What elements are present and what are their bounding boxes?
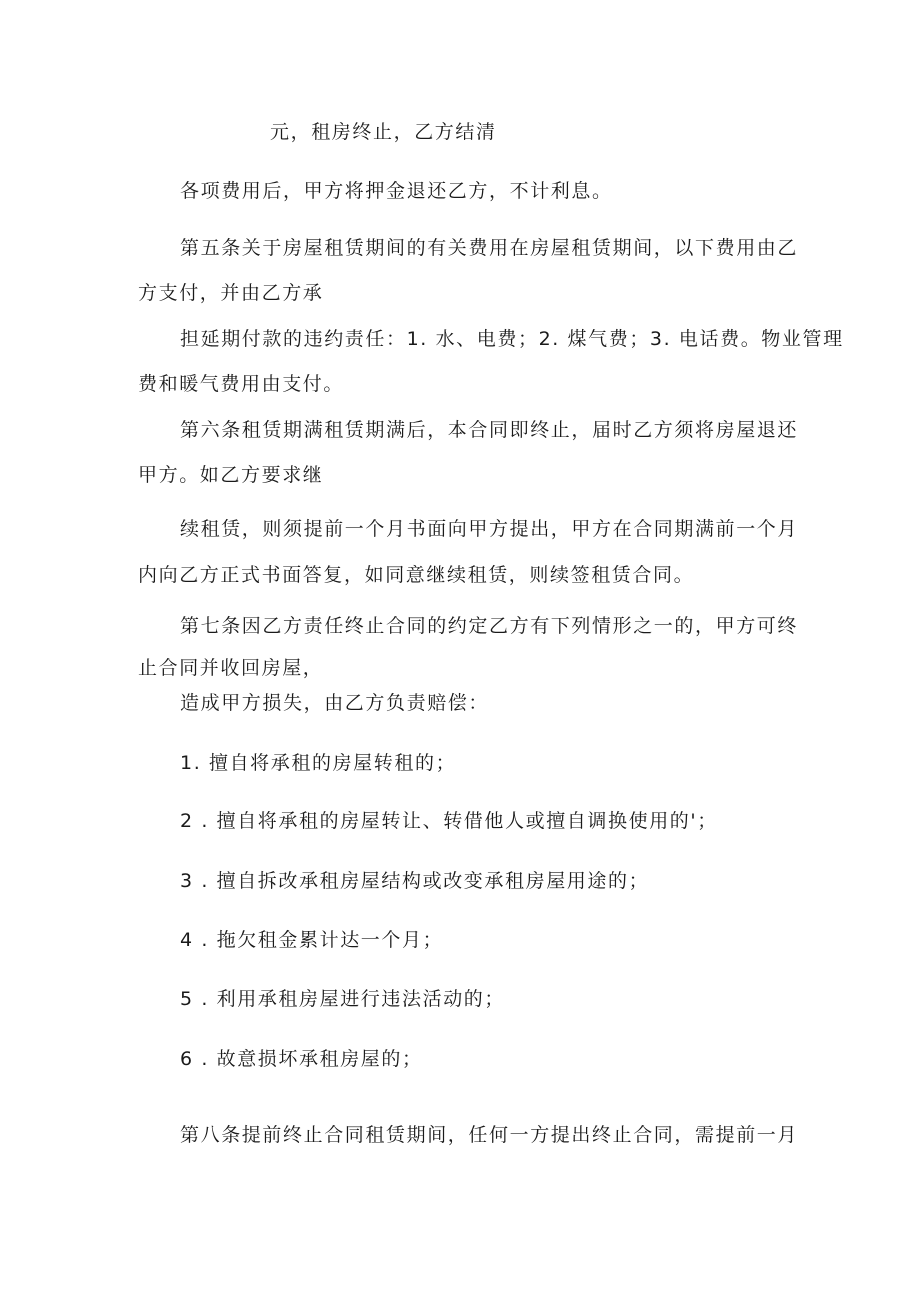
text-line: 甲方。如乙方要求继 xyxy=(138,464,324,486)
text-line: 造成甲方损失，由乙方负责赔偿： xyxy=(180,692,490,714)
list-item: 3 . 擅自拆改承租房屋结构或改变承租房屋用途的； xyxy=(180,870,650,892)
text-line: 第五条关于房屋租赁期间的有关费用在房屋租赁期间，以下费用由乙 xyxy=(180,237,799,259)
text-line: 费和暖气费用由支付。 xyxy=(138,373,345,395)
list-item: 5 . 利用承租房屋进行违法活动的； xyxy=(180,988,506,1010)
text-line: 内向乙方正式书面答复，如同意继续租赁，则续签租赁合同。 xyxy=(138,564,695,586)
text-line: 方支付，并由乙方承 xyxy=(138,282,324,304)
text-line: 元，租房终止，乙方结清 xyxy=(270,121,497,143)
text-line: 止合同并收回房屋， xyxy=(138,657,324,679)
list-item: 6 . 故意损坏承租房屋的； xyxy=(180,1048,423,1070)
text-line: 第八条提前终止合同租赁期间，任何一方提出终止合同，需提前一月 xyxy=(180,1124,799,1146)
list-item: 2 . 擅自将承租的房屋转让、转借他人或擅自调换使用的'； xyxy=(180,810,718,832)
text-line: 第六条租赁期满租赁期满后，本合同即终止，届时乙方须将房屋退还 xyxy=(180,419,799,441)
text-line: 担延期付款的违约责任：1. 水、电费；2. 煤气费；3. 电话费。物业管理 xyxy=(180,328,844,350)
text-line: 第七条因乙方责任终止合同的约定乙方有下列情形之一的，甲方可终 xyxy=(180,615,799,637)
list-item: 4 . 拖欠租金累计达一个月； xyxy=(180,929,444,951)
text-line: 续租赁，则须提前一个月书面向甲方提出，甲方在合同期满前一个月 xyxy=(180,518,799,540)
list-item: 1. 擅自将承租的房屋转租的； xyxy=(180,752,457,774)
text-line: 各项费用后，甲方将押金退还乙方，不计利息。 xyxy=(180,180,613,202)
